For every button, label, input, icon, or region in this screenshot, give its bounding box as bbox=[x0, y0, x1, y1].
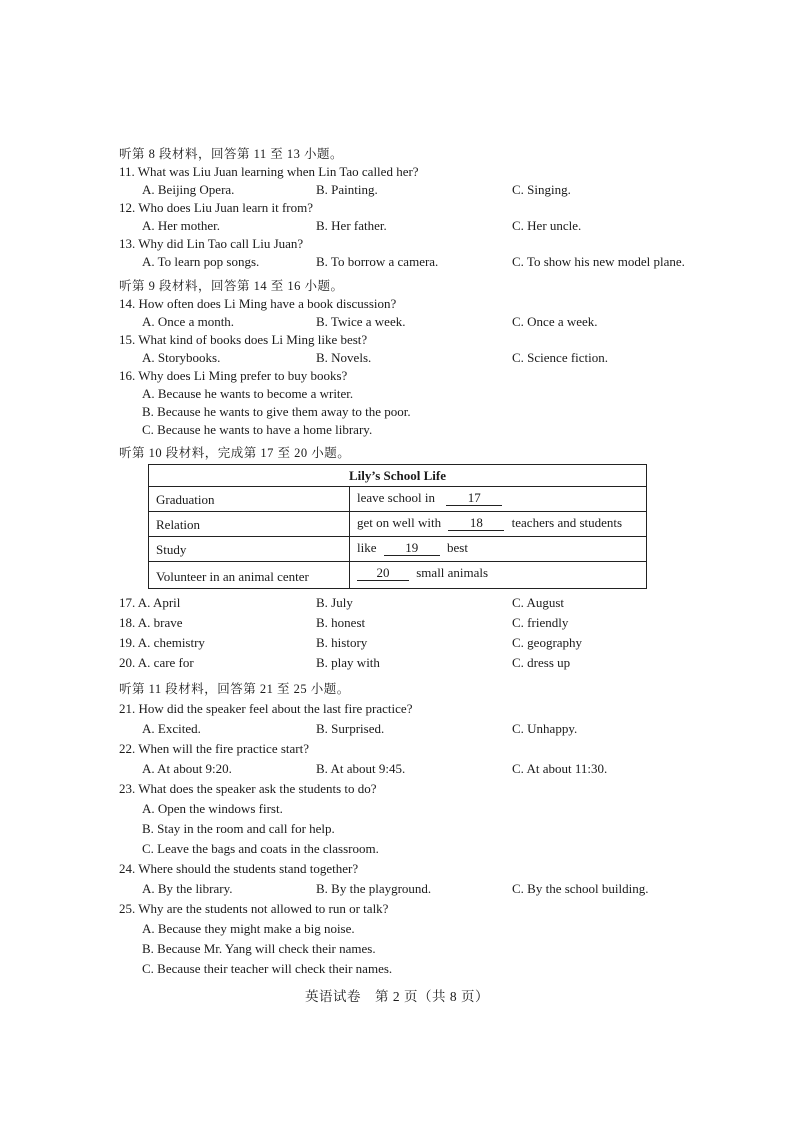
q15-option-c: C. Science fiction. bbox=[512, 350, 609, 365]
q23-option-b: B. Stay in the room and call for help. bbox=[142, 821, 335, 836]
q12-option-b: B. Her father. bbox=[316, 218, 387, 233]
q11-option-b: B. Painting. bbox=[316, 182, 378, 197]
q25-option-b: B. Because Mr. Yang will check their names. bbox=[142, 941, 376, 956]
q17-option-a: 17. A. April bbox=[119, 595, 181, 610]
q24-option-b: B. By the playground. bbox=[316, 881, 432, 896]
question-15: 15. What kind of books does Li Ming like best? bbox=[119, 332, 368, 347]
q24-option-c: C. By the school building. bbox=[512, 881, 649, 896]
q20-option-a: 20. A. care for bbox=[119, 655, 194, 670]
q13-option-b: B. To borrow a camera. bbox=[316, 254, 439, 269]
table-row bbox=[149, 512, 646, 537]
blank-17: 17 bbox=[446, 491, 502, 506]
question-16: 16. Why does Li Ming prefer to buy books? bbox=[119, 368, 348, 383]
question-12: 12. Who does Liu Juan learn it from? bbox=[119, 200, 313, 215]
q16-option-b: B. Because he wants to give them away to the poor. bbox=[142, 404, 411, 419]
q11-option-a: A. Beijing Opera. bbox=[142, 182, 235, 197]
q19-option-b: B. history bbox=[316, 635, 368, 650]
q22-option-a: A. At about 9:20. bbox=[142, 761, 232, 776]
section-heading-11: 听第 11 段材料，回答第 21 至 25 小题。 bbox=[119, 682, 350, 696]
q18-option-a: 18. A. brave bbox=[119, 615, 183, 630]
blank-19: 19 bbox=[384, 541, 440, 556]
section-heading-9: 听第 9 段材料，回答第 14 至 16 小题。 bbox=[119, 279, 344, 293]
q22-option-b: B. At about 9:45. bbox=[316, 761, 406, 776]
q16-option-a: A. Because he wants to become a writer. bbox=[142, 386, 354, 401]
question-11: 11. What was Liu Juan learning when Lin Tao called her? bbox=[119, 164, 419, 179]
question-22: 22. When will the fire practice start? bbox=[119, 741, 309, 756]
q15-option-b: B. Novels. bbox=[316, 350, 372, 365]
q19-option-c: C. geography bbox=[512, 635, 583, 650]
q22-option-c: C. At about 11:30. bbox=[512, 761, 608, 776]
q18-option-b: B. honest bbox=[316, 615, 366, 630]
q15-option-a: A. Storybooks. bbox=[142, 350, 221, 365]
q16-option-c: C. Because he wants to have a home library. bbox=[142, 422, 373, 437]
q13-option-a: A. To learn pop songs. bbox=[142, 254, 260, 269]
row-text-pre: get on well with bbox=[357, 515, 442, 530]
q19-option-a: 19. A. chemistry bbox=[119, 635, 205, 650]
q17-option-b: B. July bbox=[316, 595, 353, 610]
page-footer: 英语试卷 第 2 页（共 8 页） bbox=[305, 989, 489, 1004]
table-row bbox=[149, 537, 646, 562]
q20-option-b: B. play with bbox=[316, 655, 380, 670]
row-text-pre: like bbox=[357, 540, 377, 555]
q23-option-c: C. Leave the bags and coats in the classroom. bbox=[142, 841, 379, 856]
q14-option-b: B. Twice a week. bbox=[316, 314, 406, 329]
question-14: 14. How often does Li Ming have a book discussion? bbox=[119, 296, 397, 311]
table-row bbox=[149, 562, 646, 588]
q21-option-b: B. Surprised. bbox=[316, 721, 385, 736]
q13-option-c: C. To show his new model plane. bbox=[512, 254, 685, 269]
row-label-relation: Relation bbox=[156, 517, 201, 532]
q20-option-c: C. dress up bbox=[512, 655, 571, 670]
q11-option-c: C. Singing. bbox=[512, 182, 571, 197]
section-heading-8: 听第 8 段材料，回答第 11 至 13 小题。 bbox=[119, 147, 344, 161]
row-text-post: best bbox=[447, 540, 468, 555]
row-text-post: small animals bbox=[416, 565, 489, 580]
q18-option-c: C. friendly bbox=[512, 615, 569, 630]
question-13: 13. Why did Lin Tao call Liu Juan? bbox=[119, 236, 304, 251]
q12-option-c: C. Her uncle. bbox=[512, 218, 582, 233]
q14-option-a: A. Once a month. bbox=[142, 314, 235, 329]
question-25: 25. Why are the students not allowed to run or talk? bbox=[119, 901, 389, 916]
school-life-table bbox=[148, 464, 647, 589]
blank-20: 20 bbox=[357, 566, 409, 581]
row-text-pre: leave school in bbox=[357, 490, 435, 505]
row-label-graduation: Graduation bbox=[156, 492, 215, 507]
blank-18: 18 bbox=[448, 516, 504, 531]
table-row bbox=[149, 487, 646, 512]
question-23: 23. What does the speaker ask the students to do? bbox=[119, 781, 377, 796]
row-text-post: teachers and students bbox=[511, 515, 623, 530]
q23-option-a: A. Open the windows first. bbox=[142, 801, 283, 816]
row-label-study: Study bbox=[156, 542, 187, 557]
q12-option-a: A. Her mother. bbox=[142, 218, 220, 233]
row-label-volunteer: Volunteer in an animal center bbox=[156, 569, 309, 584]
q24-option-a: A. By the library. bbox=[142, 881, 233, 896]
q17-option-c: C. August bbox=[512, 595, 565, 610]
q25-option-a: A. Because they might make a big noise. bbox=[142, 921, 355, 936]
q21-option-c: C. Unhappy. bbox=[512, 721, 578, 736]
question-24: 24. Where should the students stand together? bbox=[119, 861, 359, 876]
q25-option-c: C. Because their teacher will check their names. bbox=[142, 961, 393, 976]
q14-option-c: C. Once a week. bbox=[512, 314, 598, 329]
section-heading-10: 听第 10 段材料，完成第 17 至 20 小题。 bbox=[119, 446, 351, 460]
q21-option-a: A. Excited. bbox=[142, 721, 201, 736]
table-title: Lily’s School Life bbox=[149, 465, 646, 487]
question-21: 21. How did the speaker feel about the last fire practice? bbox=[119, 701, 413, 716]
